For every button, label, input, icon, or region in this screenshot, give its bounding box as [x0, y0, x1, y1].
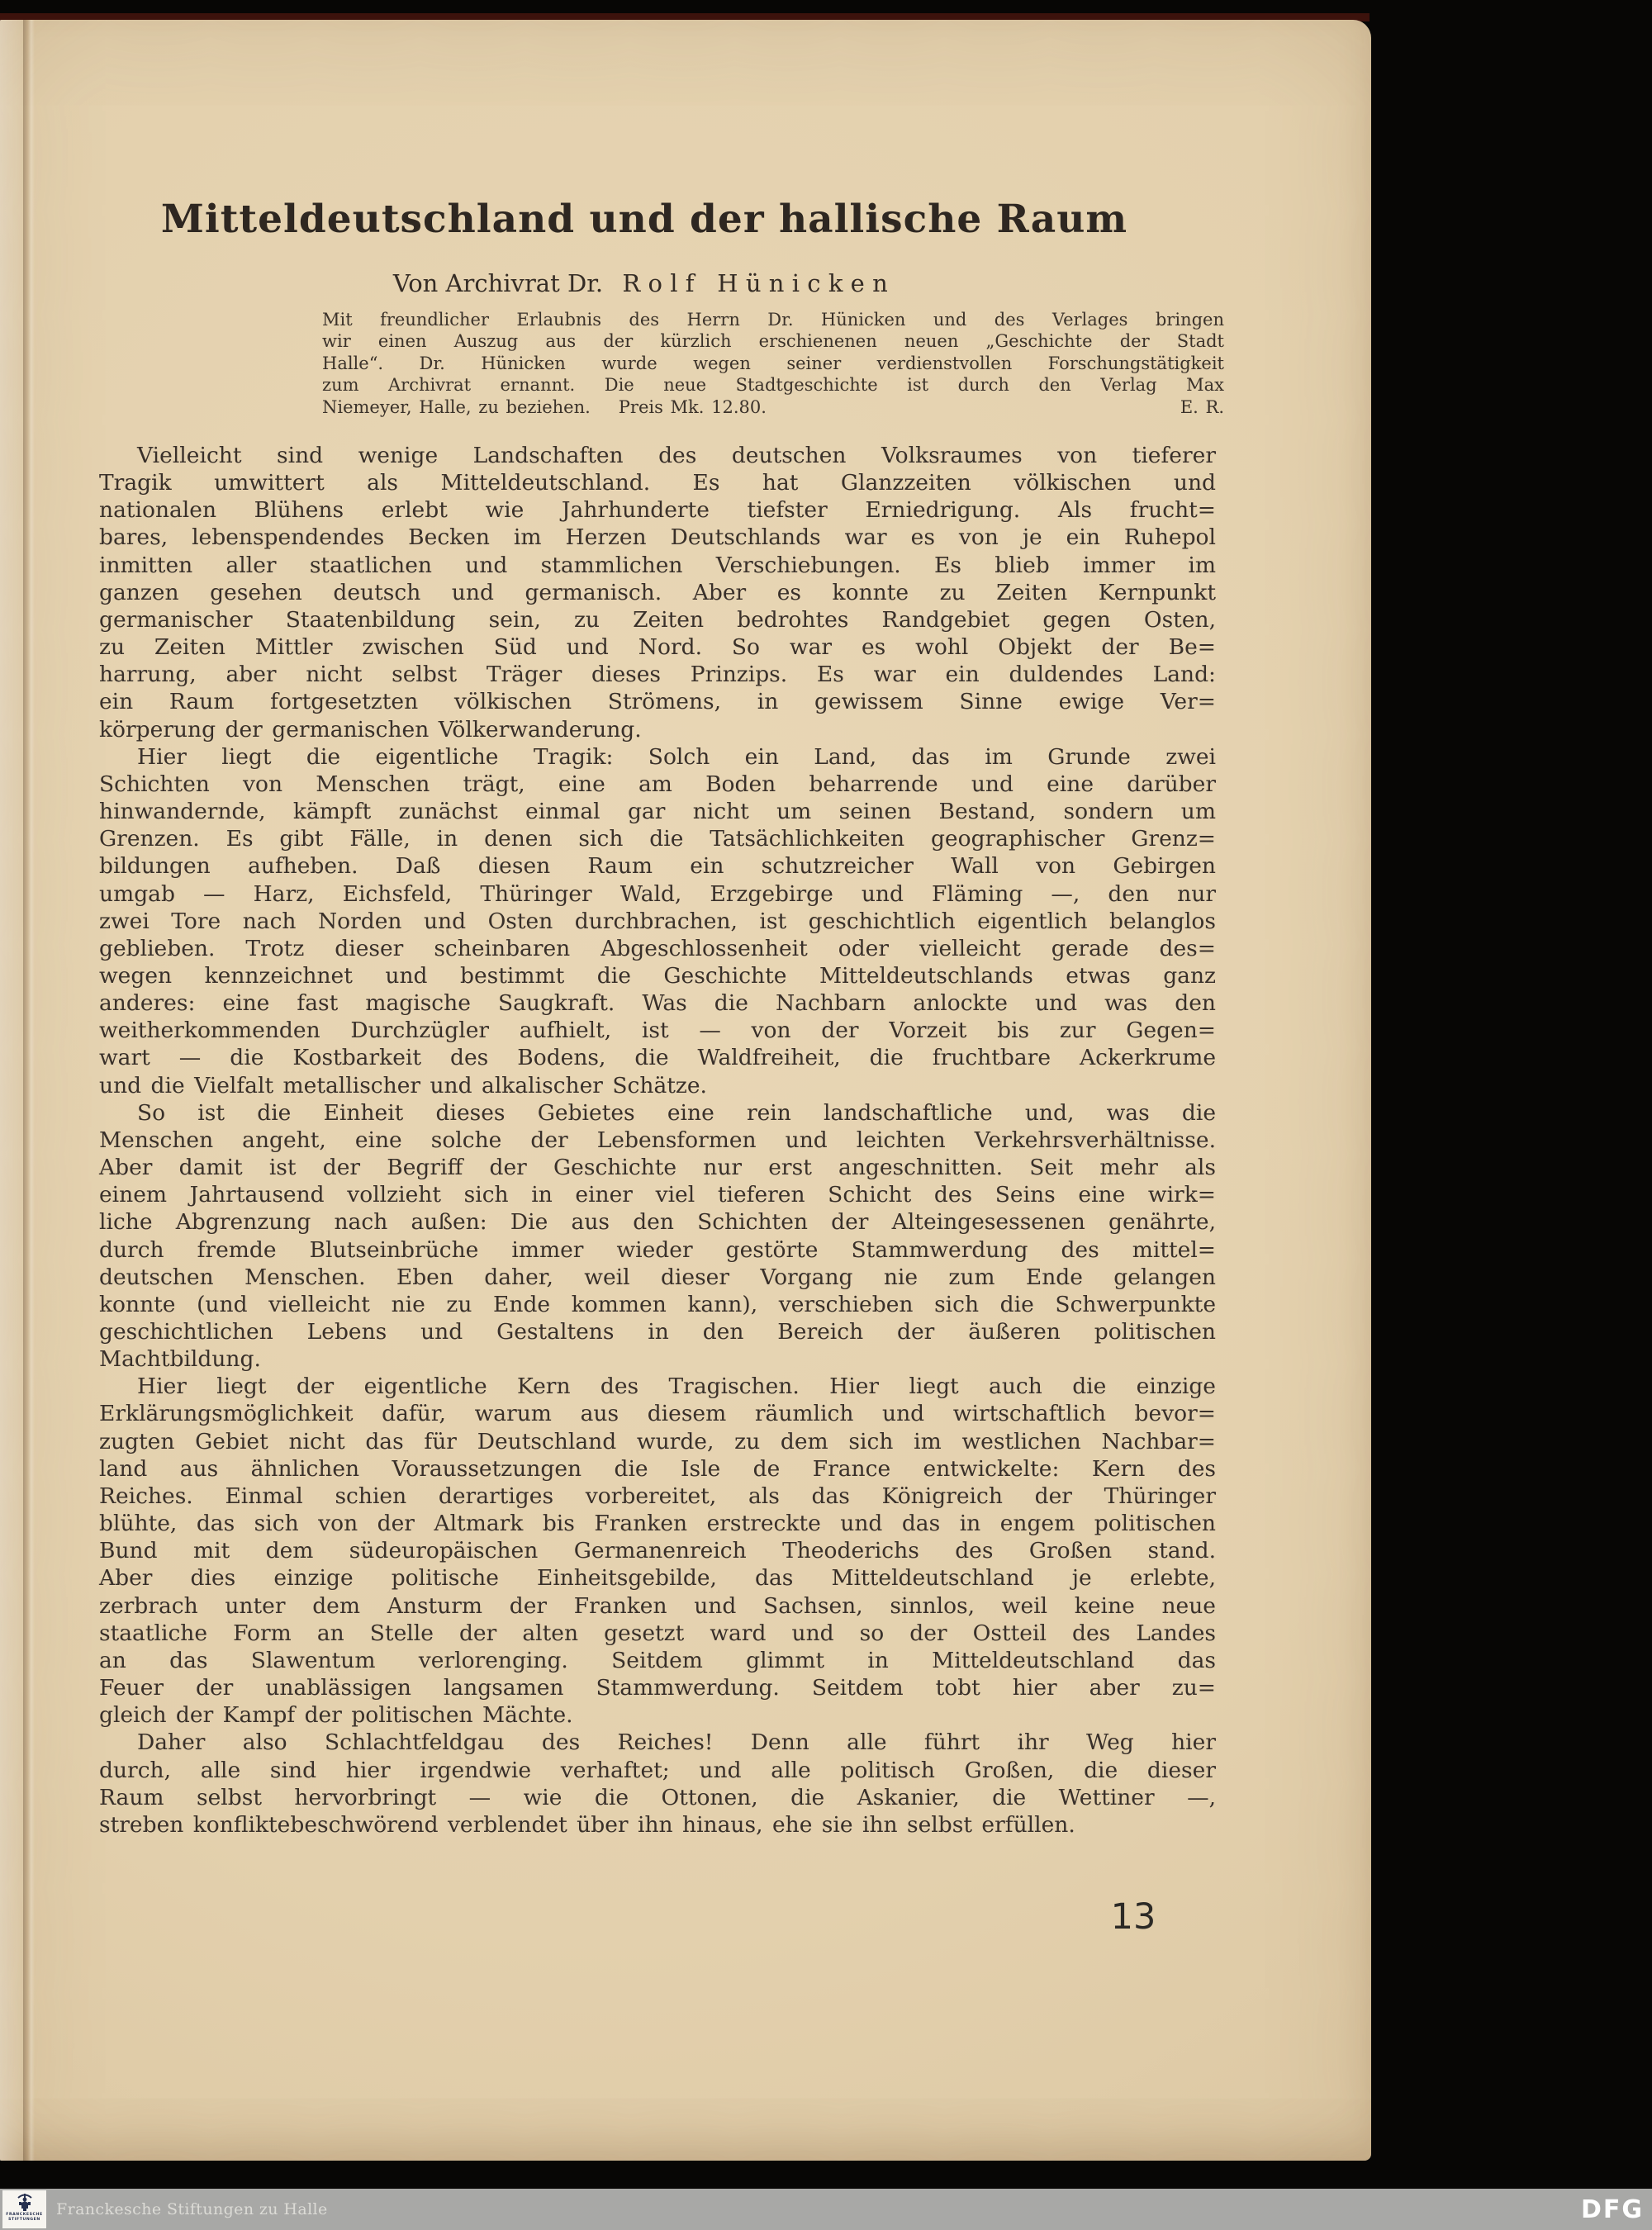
body-line: deutschen Menschen. Eben daher, weil dieser Vorgang nie zum Ende gelangen — [99, 1264, 1216, 1290]
logo-caption — [6, 2213, 42, 2223]
logo-caption-line2: STIFTUNGEN — [8, 2218, 40, 2222]
body-line: zu Zeiten Mittler zwischen Süd und Nord. So war es wohl Objekt der Be= — [99, 634, 1216, 661]
editorial-note-price: Niemeyer, Halle, zu beziehen. — [322, 396, 591, 417]
book-page — [0, 20, 1371, 2161]
body-line: Feuer der unablässigen langsamen Stammwerdung. Seitdem tobt hier aber zu= — [99, 1675, 1216, 1701]
body-line: liche Abgrenzung nach außen: Die aus den Schichten der Alteingesessenen genährte, — [99, 1209, 1216, 1236]
body-line: gleich der Kampf der politischen Mächte. — [99, 1702, 573, 1729]
body-line: harrung, aber nicht selbst Träger dieses Prinzips. Es war ein duldendes Land: — [99, 662, 1216, 688]
body-line: geschichtlichen Lebens und Gestaltens in den Bereich der äußeren politischen — [99, 1319, 1216, 1345]
body-line: Raum selbst hervorbringt — wie die Ottonen, die Askanier, die Wettiner —, — [99, 1784, 1216, 1810]
body-line: einem Jahrtausend vollzieht sich in einer viel tieferen Schicht des Seins eine wirk= — [99, 1182, 1216, 1208]
body-line: Hier liegt der eigentliche Kern des Tragischen. Hier liegt auch die einzige — [137, 1374, 1216, 1400]
francke-statue-icon — [16, 2192, 34, 2212]
editorial-note-line: Halle“. Dr. Hünicken wurde wegen seiner verdienstvollen Forschungstätigkeit — [322, 353, 1224, 373]
body-line: Menschen angeht, eine solche der Lebensformen und leichten Verkehrsverhältnisse. — [99, 1127, 1216, 1153]
byline-prefix: Von Archivrat Dr. — [392, 269, 604, 297]
editorial-note-line: Mit freundlicher Erlaubnis des Herrn Dr. Hünicken und des Verlages bringen — [322, 310, 1224, 330]
page-number: 13 — [1110, 1896, 1156, 1938]
body-line: streben konfliktebeschwörend verblendet über ihn hinaus, ehe sie ihn selbst erfüllen. — [99, 1811, 1075, 1838]
dfg-logo: DFG — [1580, 2194, 1644, 2224]
adjacent-page-edge — [0, 20, 23, 2161]
body-line: So ist die Einheit dieses Gebietes eine rein landschaftliche und, was die — [137, 1099, 1216, 1126]
body-line: ein Raum fortgesetzten völkischen Strömens, in gewissem Sinne ewige Ver= — [99, 689, 1216, 715]
article-body — [99, 442, 1216, 1839]
body-line: Hier liegt die eigentliche Tragik: Solch ein Land, das im Grunde zwei — [137, 743, 1216, 770]
body-line: ganzen gesehen deutsch und germanisch. Aber es konnte zu Zeiten Kernpunkt — [99, 579, 1216, 605]
body-line: durch fremde Blutseinbrüche immer wieder gestörte Stammwerdung des mittel= — [99, 1236, 1216, 1263]
body-line: zerbrach unter dem Ansturm der Franken und Sachsen, sinnlos, weil keine neue — [99, 1592, 1216, 1619]
body-line: Aber damit ist der Begriff der Geschichte nur erst angeschnitten. Seit mehr als — [99, 1155, 1216, 1181]
article-title: Mitteldeutschland und der hallische Raum — [160, 197, 1128, 242]
byline-author: Rolf Hünicken — [622, 269, 896, 297]
body-line: zugten Gebiet nicht das für Deutschland wurde, zu dem sich im westlichen Nachbar= — [99, 1428, 1216, 1454]
body-line: Vielleicht sind wenige Landschaften des deutschen Volksraumes von tieferer — [137, 443, 1216, 468]
body-line: Daher also Schlachtfeldgau des Reiches! Denn alle führt ihr Weg hier — [137, 1729, 1216, 1756]
body-line: und die Vielfalt metallischer und alkalischer Schätze. — [99, 1072, 707, 1098]
body-line: Schichten von Menschen trägt, eine am Boden beharrende und eine darüber — [99, 771, 1216, 797]
body-line: Erklärungsmöglichkeit dafür, warum aus diesem räumlich und wirtschaftlich bevor= — [99, 1401, 1216, 1427]
institution-name: Franckesche Stiftungen zu Halle — [56, 2200, 328, 2218]
body-line: bares, lebenspendendes Becken im Herzen Deutschlands war es von je ein Ruhepol — [99, 524, 1216, 551]
body-line: konnte (und vielleicht nie zu Ende kommen kann), verschieben sich die Schwerpunkte — [99, 1291, 1216, 1317]
editorial-note — [322, 309, 1224, 418]
body-line: inmitten aller staatlichen und stammlichen Verschiebungen. Es blieb immer im — [99, 552, 1216, 578]
viewer-footer-bar — [0, 2189, 1652, 2230]
body-line: Tragik umwittert als Mitteldeutschland. Es hat Glanzzeiten völkischen und — [99, 470, 1216, 496]
body-line: Grenzen. Es gibt Fälle, in denen sich die Tatsächlichkeiten geographischer Grenz= — [99, 826, 1216, 852]
body-line: germanischer Staatenbildung sein, zu Zeiten bedrohtes Randgebiet gegen Osten, — [99, 606, 1216, 633]
body-line: Reiches. Einmal schien derartiges vorbereitet, als das Königreich der Thüringer — [99, 1483, 1216, 1509]
editorial-note-line: wir einen Auszug aus der kürzlich erschienenen neuen „Geschichte der Stadt — [322, 331, 1224, 352]
body-line: umgab — Harz, Eichsfeld, Thüringer Wald, Erzgebirge und Fläming —, den nur — [99, 880, 1216, 907]
byline — [83, 269, 1206, 297]
body-line: wegen kennzeichnet und bestimmt die Geschichte Mitteldeutschlands etwas ganz — [99, 962, 1216, 989]
body-line: land aus ähnlichen Voraussetzungen die Isle de France entwickelte: Kern des — [99, 1455, 1216, 1482]
body-line: anderes: eine fast magische Saugkraft. Was die Nachbarn anlockte und was den — [99, 990, 1216, 1017]
body-line: Bund mit dem südeuropäischen Germanenreich Theoderichs des Großen stand. — [99, 1538, 1216, 1564]
editor-initials: E. R. — [1180, 396, 1224, 417]
body-line: durch, alle sind hier irgendwie verhaftet; und alle politisch Großen, die dieser — [99, 1757, 1216, 1783]
body-line: Aber dies einzige politische Einheitsgebilde, das Mitteldeutschland je erlebte, — [99, 1565, 1216, 1592]
body-line: zwei Tore nach Norden und Osten durchbrachen, ist geschichtlich eigentlich belanglos — [99, 908, 1216, 934]
body-line: Machtbildung. — [99, 1346, 261, 1373]
body-line: bildungen aufheben. Daß diesen Raum ein schutzreicher Wall von Gebirgen — [99, 853, 1216, 880]
franckesche-stiftungen-logo — [2, 2190, 46, 2228]
page-fold-shadow — [23, 20, 35, 2161]
price-label: Preis Mk. 12.80. — [618, 396, 767, 417]
body-line: blühte, das sich von der Altmark bis Franken erstreckte und das in engem politischen — [99, 1511, 1216, 1537]
editorial-note-last-line — [322, 396, 1224, 418]
body-line: staatliche Form an Stelle der alten gesetzt ward und so der Ostteil des Landes — [99, 1620, 1216, 1646]
logo-caption-line1: FRANCKESCHE — [6, 2213, 43, 2217]
body-line: körperung der germanischen Völkerwanderung. — [99, 716, 642, 743]
body-line: wart — die Kostbarkeit des Bodens, die Waldfreiheit, die fruchtbare Ackerkrume — [99, 1045, 1216, 1071]
body-line: an das Slawentum verlorenging. Seitdem glimmt in Mitteldeutschland das — [99, 1647, 1216, 1673]
body-line: hinwandernde, kämpft zunächst einmal gar nicht um seinen Bestand, sondern um — [99, 799, 1216, 825]
editorial-note-line: zum Archivrat ernannt. Die neue Stadtgeschichte ist durch den Verlag Max — [322, 375, 1224, 396]
body-line: weitherkommenden Durchzügler aufhielt, ist — von der Vorzeit bis zur Gegen= — [99, 1018, 1216, 1044]
body-line: geblieben. Trotz dieser scheinbaren Abgeschlossenheit oder vielleicht gerade des= — [99, 935, 1216, 961]
body-line: nationalen Blühens erlebt wie Jahrhunderte tiefster Erniedrigung. Als frucht= — [99, 497, 1216, 524]
